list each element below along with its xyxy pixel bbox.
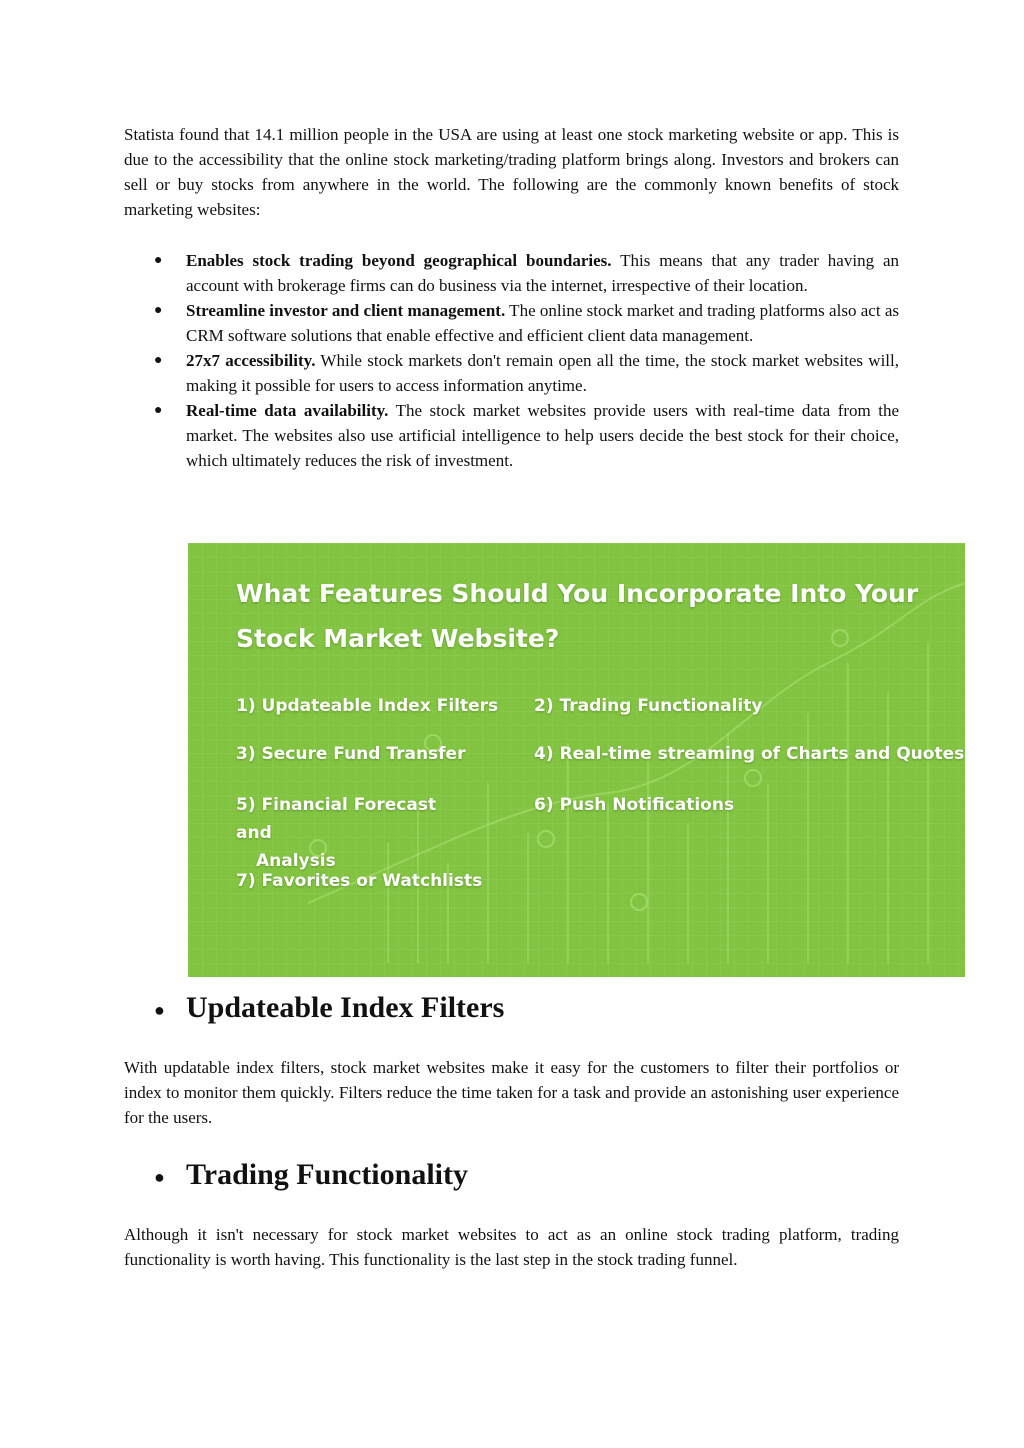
bullet-icon: ● [154,303,163,318]
banner-title [236,571,936,661]
bullet-icon: ● [154,353,163,368]
list-item [124,398,899,473]
benefit-text: While stock markets don't remain open all the time, the stock market websites will, making it possible for users to access information anytime. [186,351,899,395]
bullet-icon: ● [154,253,163,268]
feature-item: 1) Updateable Index Filters [236,696,499,716]
benefit-title: 27x7 accessibility. [186,351,316,370]
section-heading-text: Updateable Index Filters [186,991,505,1024]
list-item [124,348,899,398]
feature-item: 6) Push Notifications [534,795,735,815]
section-heading [124,1155,468,1197]
feature-item: 3) Secure Fund Transfer [236,744,466,764]
benefits-list [124,248,899,473]
bullet-icon: ● [154,403,163,418]
benefit-text: The stock market websites provide users with real-time data from the market. The websites also use artificial intelligence to help users decide the best stock for their choice, which ultimately reduces the risk of investment. [186,401,899,470]
benefit-title: Streamline investor and client management. [186,301,506,320]
intro-paragraph: Statista found that 14.1 million people in the USA are using at least one stock marketing website or app. This is due to the accessibility that the online stock marketing/trading platform brings along. Investors and brokers can sell or buy stocks from anywhere in the world. The following are the commonly known benefits of stock marketing websites: [124,125,899,219]
features-banner-image [188,543,965,977]
benefit-text: The online stock market and trading platforms also act as CRM software solutions that enable effective and efficient client data management. [186,301,899,345]
section-heading [124,988,504,1030]
feature-item: 4) Real-time streaming of Charts and Quotes [534,744,965,764]
section-paragraph: With updatable index filters, stock market websites make it easy for the customers to filter their portfolios or index to monitor them quickly. Filters reduce the time taken for a task and provide an astonishing user experience for the users. [124,1058,899,1127]
benefit-text: This means that any trader having an account with brokerage firms can do business via the internet, irrespective of their location. [186,251,899,295]
section-paragraph: Although it isn't necessary for stock market websites to act as an online stock trading platform, trading functionality is worth having. This functionality is the last step in the stock trading funnel. [124,1225,899,1269]
feature-item [236,791,476,875]
feature-item: 2) Trading Functionality [534,696,763,716]
banner-title-line: What Features Should You Incorporate Into Your [236,579,919,608]
feature-item: 7) Favorites or Watchlists [236,871,483,891]
list-item [124,248,899,298]
bullet-icon: ● [154,1167,165,1188]
feature-item-line: 5) Financial Forecast and [236,795,437,843]
bullet-icon: ● [154,1000,165,1021]
benefit-title: Enables stock trading beyond geographical boundaries. [186,251,612,270]
section-heading-text: Trading Functionality [186,1158,468,1191]
list-item [124,298,899,348]
benefit-title: Real-time data availability. [186,401,389,420]
banner-title-line: Stock Market Website? [236,624,560,653]
feature-item-line: Analysis [256,851,336,871]
